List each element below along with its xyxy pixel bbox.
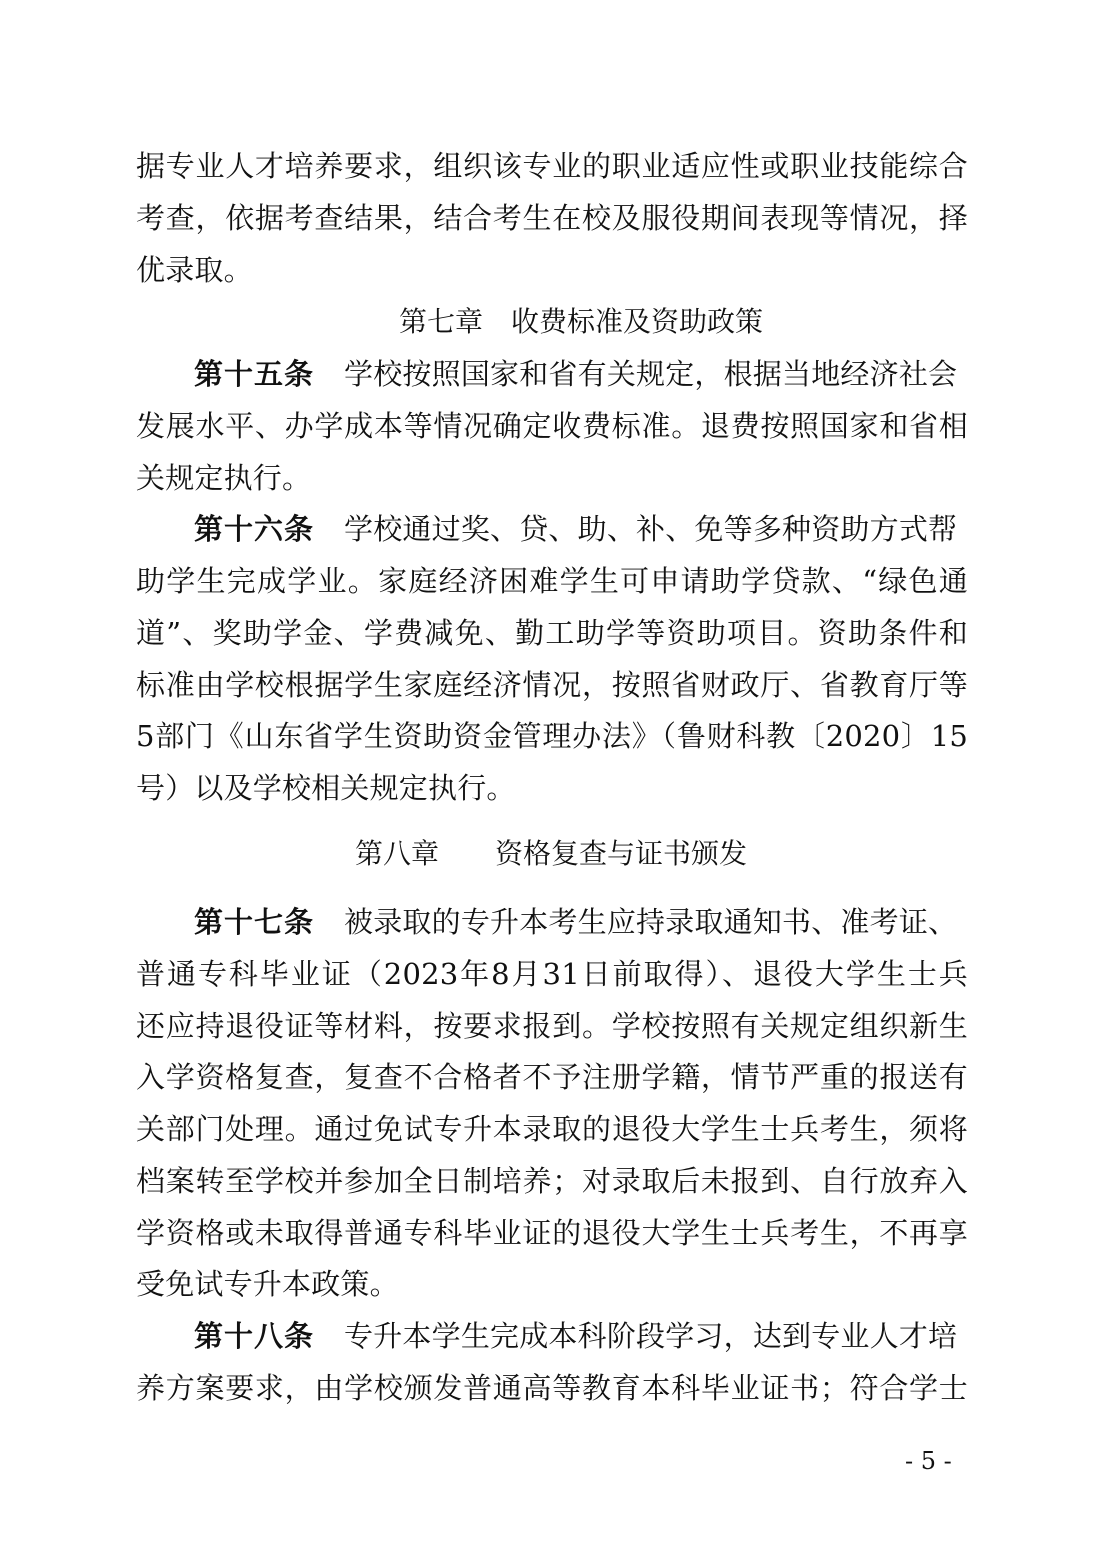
paragraph-line: 入学资格复查，复查不合格者不予注册学籍，情节严重的报送有 [136,1060,968,1094]
paragraph-line: 普通专科毕业证（2023年8月31日前取得）、退役大学生士兵 [136,957,968,991]
article-first-line [136,896,968,948]
paragraph-line: 标准由学校根据学生家庭经济情况，按照省财政厅、省教育厅等 [136,668,968,702]
paragraph-line: 5部门《山东省学生资助资金管理办法》（鲁财科教〔2020〕15 [136,719,968,753]
article-text: 被录取的专升本考生应持录取通知书、准考证、 [344,905,958,939]
article-text: 专升本学生完成本科阶段学习，达到专业人才培 [344,1319,958,1353]
paragraph-line: 发展水平、办学成本等情况确定收费标准。退费按照国家和省相 [136,409,968,443]
paragraph-line: 道”、奖助学金、学费减免、勤工助学等资助项目。资助条件和 [136,616,968,650]
article-first-line [136,348,968,400]
article-first-line [136,1310,968,1362]
article-label: 第十六条 [194,512,315,546]
chapter-heading: 第七章 收费标准及资助政策 [398,305,763,338]
paragraph-line: 受免试专升本政策。 [136,1267,399,1301]
paragraph-line: 关部门处理。通过免试专升本录取的退役大学生士兵考生，须将 [136,1112,968,1146]
paragraph-line: 学资格或未取得普通专科毕业证的退役大学生士兵考生，不再享 [136,1216,968,1250]
article-text: 学校通过奖、贷、助、补、免等多种资助方式帮 [344,512,958,546]
article-first-line [136,503,968,555]
paragraph-line: 还应持退役证等材料，按要求报到。学校按照有关规定组织新生 [136,1009,968,1043]
article-label: 第十五条 [194,357,315,391]
paragraph-line: 养方案要求，由学校颁发普通高等教育本科毕业证书；符合学士 [136,1371,968,1405]
paragraph-line: 据专业人才培养要求，组织该专业的职业适应性或职业技能综合 [136,149,968,183]
article-text: 学校按照国家和省有关规定，根据当地经济社会 [344,357,958,391]
paragraph-line: 档案转至学校并参加全日制培养；对录取后未报到、自行放弃入 [136,1164,968,1198]
page-number: - 5 - [905,1447,952,1475]
article-label: 第十八条 [194,1319,315,1353]
paragraph-line: 考查，依据考查结果，结合考生在校及服役期间表现等情况，择 [136,201,968,235]
paragraph-line: 关规定执行。 [136,461,312,495]
chapter-heading: 第八章 资格复查与证书颁发 [354,837,747,870]
article-label: 第十七条 [194,905,315,939]
paragraph-line: 助学生完成学业。家庭经济困难学生可申请助学贷款、“绿色通 [136,564,968,598]
paragraph-line: 号）以及学校相关规定执行。 [136,771,516,805]
paragraph-line: 优录取。 [136,253,253,287]
